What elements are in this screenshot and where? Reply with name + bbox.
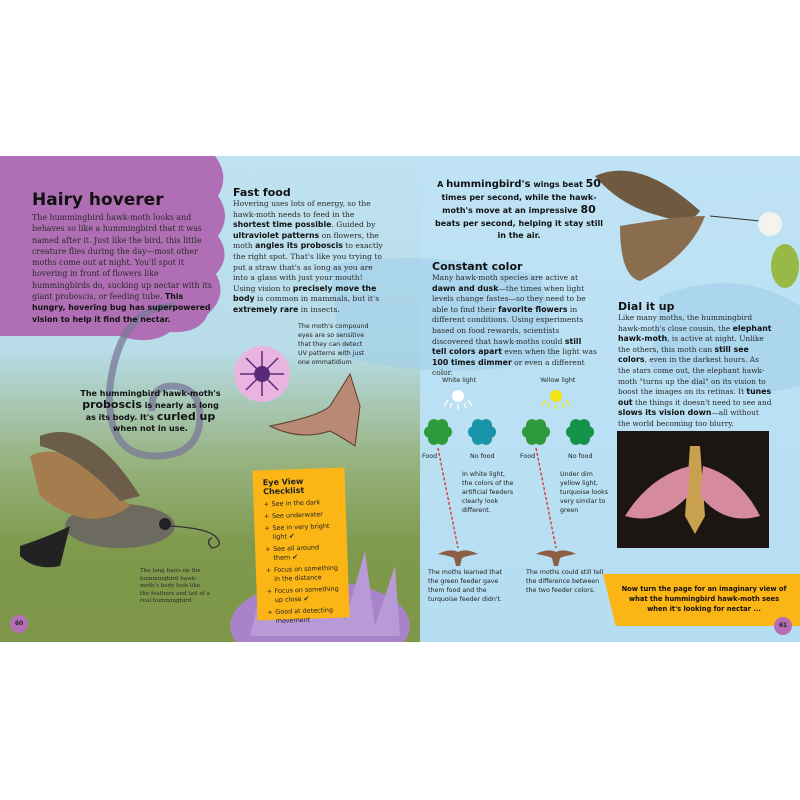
text: —the times when light levels change fastes—so they need to be able to find their [432, 283, 586, 314]
checklist-item-label: Good at detecting movement [275, 605, 334, 625]
number-80: 80 [580, 203, 596, 216]
checklist-item [266, 585, 341, 606]
callout-text: The hummingbird hawk-moth's [80, 389, 221, 398]
bold-text: shortest time possible [233, 220, 332, 230]
text: . Guided by [331, 220, 376, 230]
text: Like many moths, the hummingbird hawk-moth's close cousin, the [618, 313, 753, 333]
experiment-diagram [410, 370, 610, 610]
page-number-left: 60 [10, 615, 28, 633]
intro-bold-text: This hungry, hovering bug has superpowered vision to help it find the nectar. [32, 292, 211, 324]
bold-text: angles its proboscis [255, 241, 343, 251]
next-page-text: Now turn the page for an imaginary view of what the hummingbird hawk-moth sees when it's looking for nectar ... [621, 585, 787, 613]
wing-beat-fact [430, 178, 608, 243]
emphasis: hummingbird's [446, 179, 531, 190]
page-number-right: 61 [774, 617, 792, 635]
sun-ray [562, 403, 564, 408]
moth-silhouette-icon [536, 550, 576, 566]
text: Many hawk-moth species are active at [432, 273, 578, 282]
food-label: Food [422, 453, 438, 460]
intro-text: The hummingbird hawk-moth looks and behaves so like a hummingbird that it was named after it. Just like the bird, this little creature flies during the day—most other moths come out at night. You'll spot it hovering in front of flowers like hummingbirds do, sucking up nectar with its giant proboscis, or feeding tube. [32, 213, 212, 302]
dial-it-up-section [618, 300, 773, 430]
checklist-item [264, 522, 339, 543]
checklist-item-label: Focus on something up close [274, 584, 339, 604]
section-title: Constant color [432, 260, 523, 273]
checklist-item [265, 543, 340, 564]
bold-text: still see colors [618, 344, 749, 365]
text: the things it doesn't need to see and [632, 397, 772, 407]
bold-text: ultraviolet patterns [233, 230, 320, 240]
light-label: Yellow light [540, 377, 576, 384]
section-title: Hairy hoverer [32, 190, 164, 210]
checkmark-icon: ✔ [292, 553, 299, 562]
book-spread [0, 156, 800, 642]
bold-text: 100 times dimmer [432, 357, 512, 367]
checklist-item [266, 564, 341, 585]
checklist-items [263, 498, 341, 627]
section-title: Dial it up [618, 300, 675, 313]
sun-ray [444, 400, 448, 406]
panel-note: In white light, the colors of the artificial feeders clearly look different. [462, 471, 514, 514]
checkmark-icon: ✔ [288, 532, 295, 541]
experiment-panel-graphic [410, 370, 510, 570]
text: to exactly the right spot. That's like you trying to put a straw that's as long as you are into a glass with just your mouth! Using vision to [233, 241, 383, 293]
text: A [437, 180, 447, 189]
panel-result: The moths learned that the green feeder gave them food and the turquoise feeder didn't. [428, 569, 503, 603]
callout-text: when not in use. [113, 424, 188, 433]
eye-view-checklist [252, 467, 349, 625]
checklist-item-label: Focus on something in the distance [273, 563, 339, 583]
text: Hovering uses lots of energy, so the hawk-moth needs to feed in the [233, 199, 371, 219]
checklist-item-label: See in the dark [271, 498, 321, 508]
no-food-label: No food [568, 453, 593, 460]
sun-ray [548, 403, 550, 408]
hairs-caption: The long hairs on the hummingbird hawk-moth's body look like the feathers and tail of a real hummingbird. [140, 568, 210, 605]
checkmark-icon: ✔ [303, 594, 310, 603]
checklist-item-label: See all around them [273, 543, 320, 562]
text: , is active at night. Unlike the others, this moth can [618, 334, 764, 354]
sun-ray [542, 400, 546, 406]
flight-path-arrow [438, 448, 458, 548]
pink-flower-illustration [234, 346, 290, 402]
proboscis-callout [78, 388, 223, 434]
text: even when the light was [501, 347, 597, 357]
bold-text: tunes out [618, 387, 772, 407]
food-feeder-flower [430, 424, 446, 440]
bold-text: dawn and dusk [432, 283, 499, 293]
checklist-item-label: See underwater [271, 510, 324, 520]
text: beats per second, helping it stay still in the air. [435, 218, 603, 240]
text: on flowers, the moth [233, 230, 379, 251]
hummingbird-hawk-moth-photo [20, 432, 219, 567]
text: wings beat [530, 180, 586, 189]
checklist-item [267, 606, 342, 627]
fast-food-section [233, 186, 383, 316]
sun-ray [464, 403, 466, 408]
moth-silhouette-icon [438, 550, 478, 566]
bold-text: precisely move the body [233, 283, 377, 304]
no-food-feeder-flower [474, 424, 490, 440]
text: , even in the darkest hours. As the stars come out, the elephant hawk-moth "turns up the dial" on its vision to boost the images on its retinas. It [618, 355, 766, 397]
text: in different conditions. Using experiments based on food rewards, scientists discovered that hawk-moths could [432, 304, 584, 346]
checklist-item-label: See in very bright light [272, 521, 330, 541]
food-label: Food [520, 453, 536, 460]
food-feeder-flower [528, 424, 544, 440]
sun-ray [468, 400, 472, 406]
panel-result: The moths could still tell the difference between the two feeder colors. [526, 569, 604, 594]
sun-icon [452, 390, 464, 402]
bold-text: still tell colors apart [432, 336, 582, 357]
text: or even a different color. [432, 357, 585, 378]
text: times per second, while the hawk-moth's move at an impressive [441, 192, 597, 215]
checklist-item [264, 510, 338, 522]
callout-text: is nearly as long as its body. It's [85, 401, 219, 422]
sun-ray [566, 400, 570, 406]
moth-feeding-photo [595, 171, 799, 288]
sun-icon [550, 390, 562, 402]
sun-ray [450, 403, 452, 408]
number-50: 50 [585, 177, 601, 190]
text: in insects. [298, 304, 340, 314]
bold-text: slows its vision down [618, 408, 712, 418]
checklist-item [263, 498, 337, 510]
panel-note: Under dim yellow light, turquoise looks very similar to green [560, 471, 609, 514]
bold-text: extremely rare [233, 304, 299, 314]
light-label: White light [442, 377, 477, 384]
eye-caption: The moth's compound eyes are so sensitive that they can detect UV patterns with just one ommatidium [298, 323, 369, 366]
section-title: Fast food [233, 186, 291, 199]
experiment-panel-graphic [508, 370, 608, 570]
checklist-title: Eye View Checklist [262, 476, 305, 497]
bold-text: favorite flowers [498, 304, 568, 314]
hairy-hoverer-section [32, 190, 217, 325]
flight-path-arrow [536, 448, 556, 548]
no-food-label: No food [470, 453, 495, 460]
bold-text: elephant hawk-moth [618, 323, 772, 344]
text: —all without the world becoming too blurry. [618, 408, 759, 428]
text: is common in mammals, but it's [254, 294, 380, 304]
no-food-feeder-flower [572, 424, 588, 440]
callout-emphasis: curled up [156, 410, 216, 423]
constant-color-section [432, 260, 597, 379]
callout-emphasis: proboscis [82, 398, 142, 411]
